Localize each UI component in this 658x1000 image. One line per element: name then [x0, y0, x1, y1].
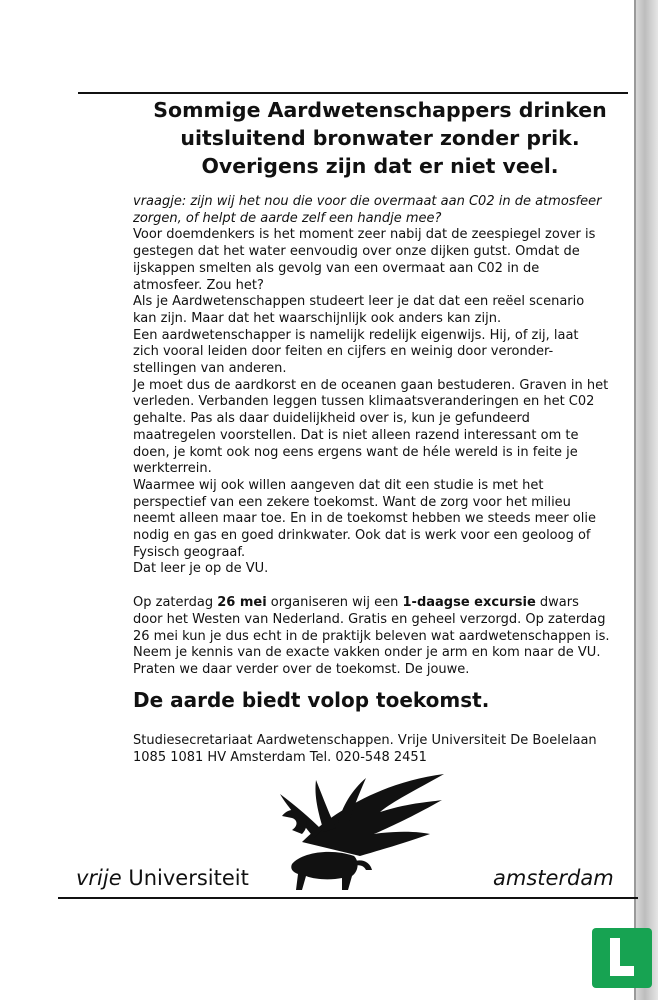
- body-line: Waarmee wij ook willen aangeven dat dit een studie is met het: [133, 477, 544, 493]
- body-line: Fysisch geograaf.: [133, 544, 246, 560]
- address-block: [133, 733, 633, 766]
- body-line: zich vooral leiden door feiten en cijfers en weinig door veronder-: [133, 344, 554, 360]
- address-line-2: 1085 1081 HV Amsterdam Tel. 020-548 2451: [133, 749, 427, 765]
- wordmark-vrije: vrije: [76, 866, 122, 890]
- body-line: perspectief van een zekere toekomst. Want de zorg voor het milieu: [133, 494, 571, 510]
- body-line: atmosfeer. Zou het?: [133, 277, 264, 293]
- wordmark-universiteit: Universiteit: [121, 866, 249, 890]
- body-text: [133, 194, 629, 679]
- wordmark-amsterdam: amsterdam: [493, 866, 614, 890]
- paragraph-gap: [133, 578, 629, 595]
- excursion-text: Op zaterdag: [133, 595, 218, 611]
- body-line: gehalte. Pas als daar duidelijkheid over is, kun je gefundeerd: [133, 411, 530, 427]
- excursion-text: dwars: [535, 595, 579, 611]
- question-line: zorgen, of helpt de aarde zelf een handje mee?: [133, 210, 442, 226]
- excursion-line: door het Westen van Nederland. Gratis en geheel verzorgd. Op zaterdag: [133, 611, 606, 627]
- body-line: doen, je komt ook nog eens ergens want de héle wereld is in feite je: [133, 444, 578, 460]
- body-line: maatregelen voorstellen. Dat is niet alleen razend interessant om te: [133, 427, 579, 443]
- body-line: kan zijn. Maar dat het waarschijnlijk ook anders kan zijn.: [133, 310, 502, 326]
- excursion-line: Neem je kennis van de exacte vakken onder je arm en kom naar de VU.: [133, 645, 601, 661]
- university-wordmark: [76, 866, 249, 890]
- body-line: Voor doemdenkers is het moment zeer nabij dat de zeespiegel zover is: [133, 227, 596, 243]
- headline: [120, 96, 640, 180]
- headline-line-3: Overigens zijn dat er niet veel.: [201, 154, 559, 178]
- excursion-text: organiseren wij een: [266, 595, 403, 611]
- headline-line-2: uitsluitend bronwater zonder prik.: [180, 126, 580, 150]
- body-line: neemt alleen maar toe. En in de toekomst hebben we steeds meer olie: [133, 511, 596, 527]
- body-line: Je moet dus de aardkorst en de oceanen gaan bestuderen. Graven in het: [133, 377, 609, 393]
- griffin-emblem-icon: [262, 772, 452, 900]
- excursion-event: 1-daagse excursie: [402, 595, 536, 611]
- top-rule: [78, 92, 628, 94]
- headline-line-1: Sommige Aardwetenschappers drinken: [153, 98, 607, 122]
- body-line: Dat leer je op de VU.: [133, 561, 269, 577]
- body-line: gestegen dat het water eenvoudig over onze dijken gutst. Omdat de: [133, 244, 580, 260]
- lastdodo-l-icon: [606, 936, 638, 978]
- body-line: werkterrein.: [133, 461, 212, 477]
- body-line: stellingen van anderen.: [133, 361, 287, 377]
- excursion-line: [133, 595, 629, 612]
- excursion-line: Praten we daar verder over de toekomst. De jouwe.: [133, 661, 470, 677]
- bottom-rule: [58, 897, 638, 899]
- body-line: Als je Aardwetenschappen studeert leer je dat dat een reëel scenario: [133, 294, 585, 310]
- body-line: nodig en gas en goed drinkwater. Ook dat is werk voor een geoloog of: [133, 528, 591, 544]
- lastdodo-sticker: [592, 928, 652, 988]
- body-line: ijskappen smelten als gevolg van een overmaat aan C02 in de: [133, 260, 540, 276]
- excursion-date: 26 mei: [217, 595, 267, 611]
- body-line: Een aardwetenschapper is namelijk redelijk eigenwijs. Hij, of zij, laat: [133, 327, 579, 343]
- excursion-line: 26 mei kun je dus echt in de praktijk beleven wat aardwetenschappen is.: [133, 628, 610, 644]
- body-line: verleden. Verbanden leggen tussen klimaatsveranderingen en het C02: [133, 394, 595, 410]
- address-line-1: Studiesecretariaat Aardwetenschappen. Vrije Universiteit De Boelelaan: [133, 733, 597, 748]
- question-line: vraagje: zijn wij het nou die voor die overmaat aan C02 in de atmosfeer: [133, 194, 602, 209]
- tagline: De aarde biedt volop toekomst.: [133, 688, 490, 712]
